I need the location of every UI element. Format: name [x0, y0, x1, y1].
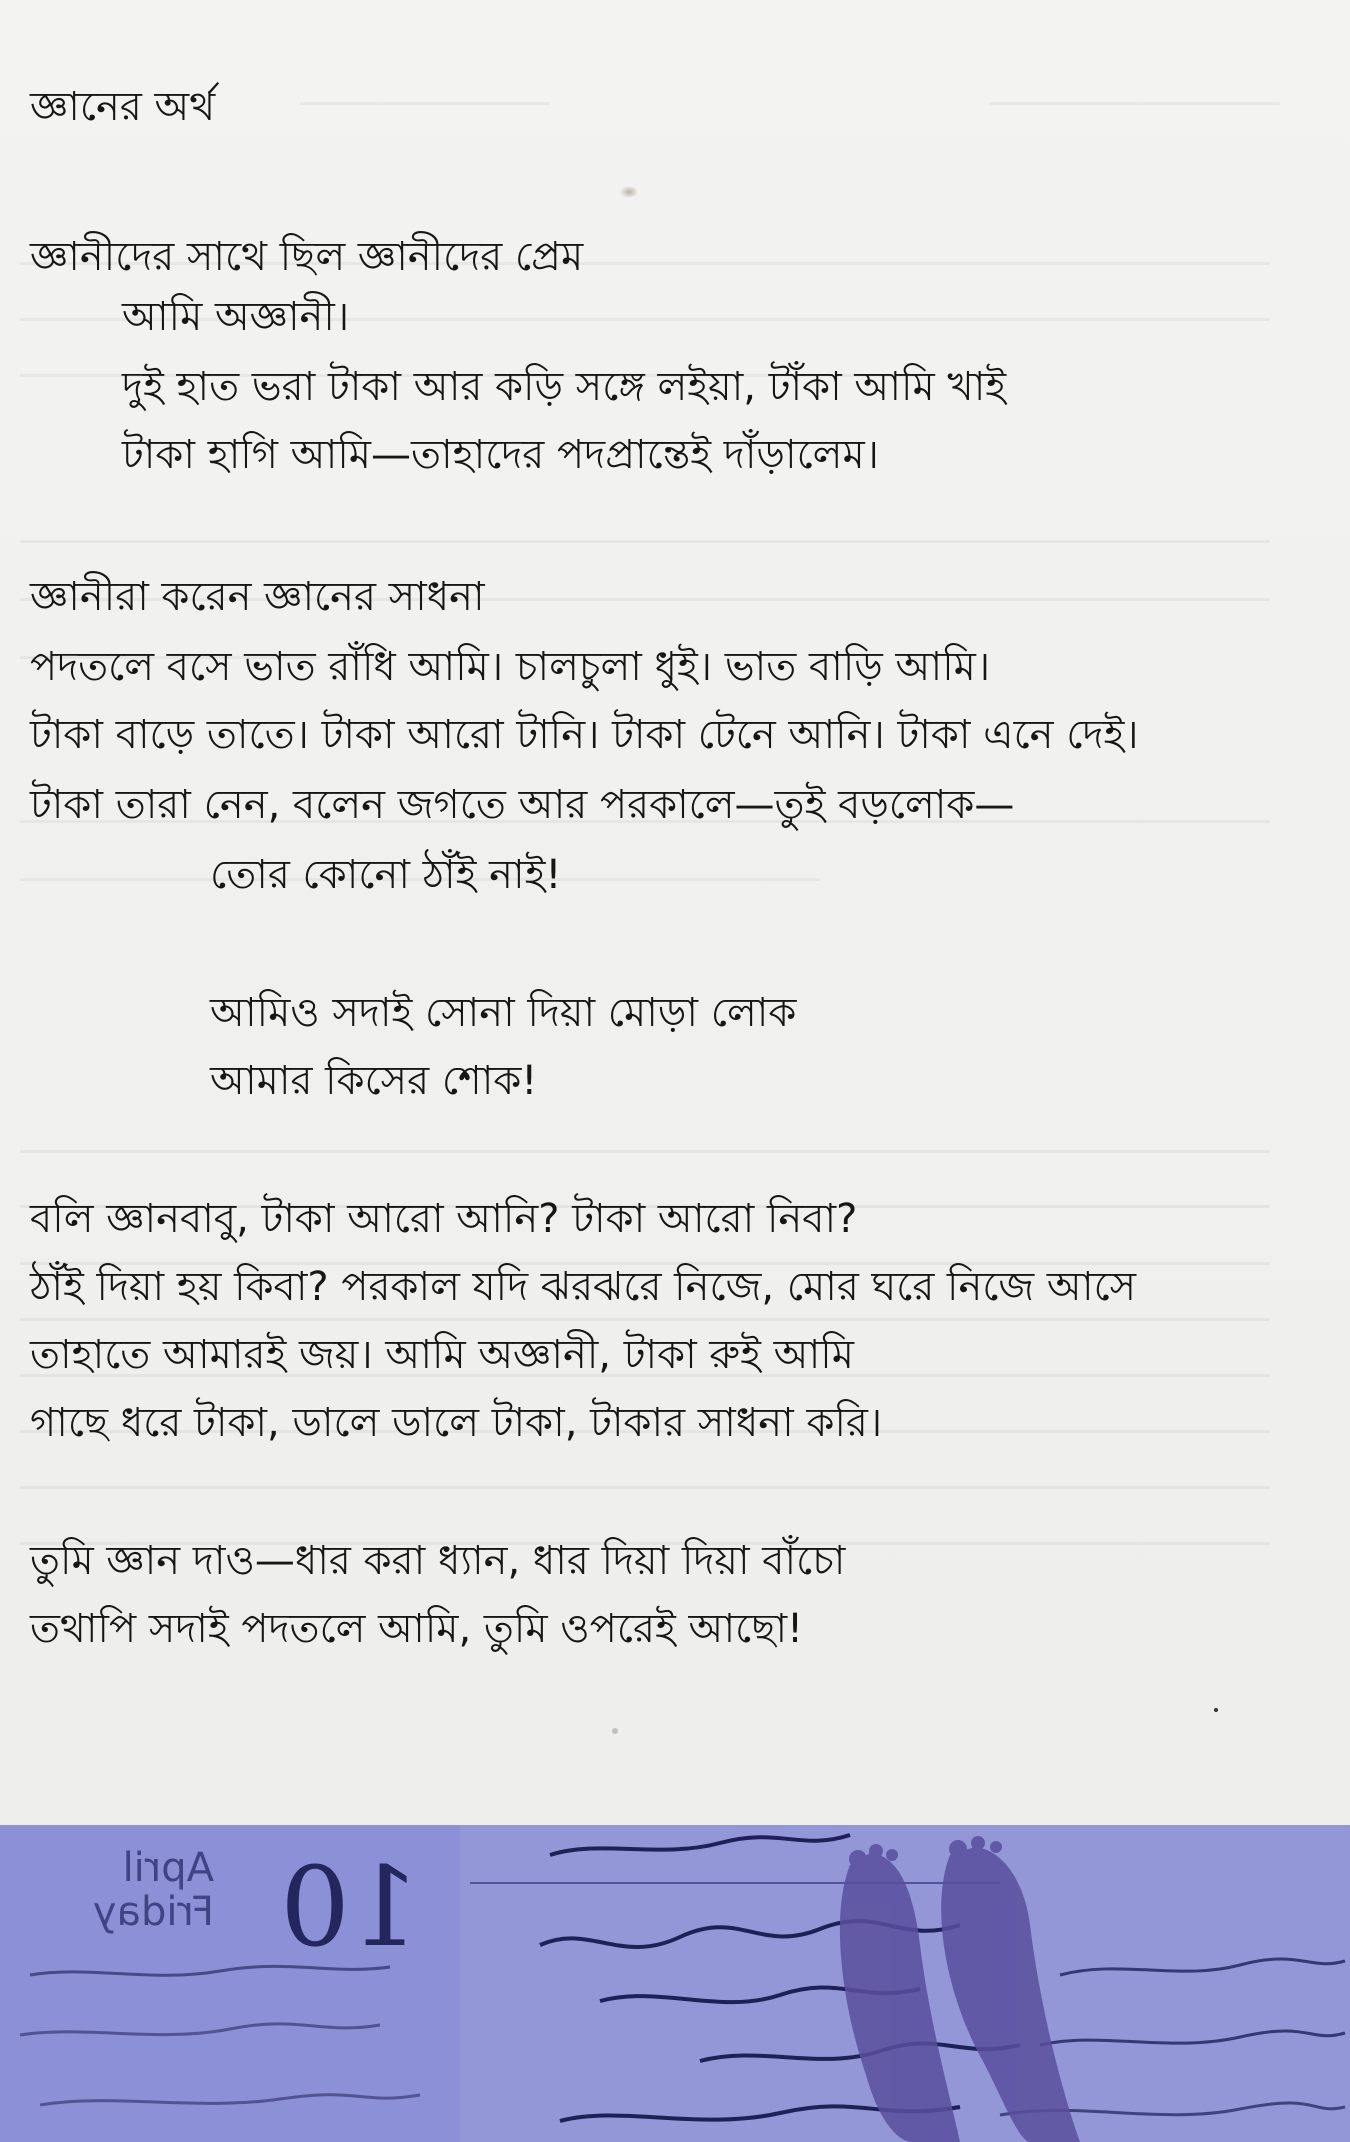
- poem-line: তথাপি সদাই পদতলে আমি, তুমি ওপরেই আছো!: [30, 1606, 804, 1652]
- diary-weekday: Friday: [92, 1889, 214, 1935]
- paper-speck: [620, 186, 638, 198]
- poem-line: জ্ঞানীদের সাথে ছিল জ্ঞানীদের প্রেম: [30, 234, 584, 280]
- poem-line: টাকা তারা নেন, বলেন জগতে আর পরকালে—তুই বড়লোক—: [30, 782, 1015, 828]
- paper-dot: [612, 1728, 618, 1734]
- poem-line: টাকা বাড়ে তাতে। টাকা আরো টানি। টাকা টেনে আনি। টাকা এনে দেই।: [30, 712, 1139, 758]
- diary-date-number: 10: [280, 1843, 420, 1971]
- poem-line: তুমি জ্ঞান দাও—ধার করা ধ্যান, ধার দিয়া দিয়া বাঁচো: [30, 1538, 846, 1584]
- poem-line: টাকা হাগি আমি—তাহাদের পদপ্রান্তেই দাঁড়ালেম।: [122, 432, 879, 478]
- poem-line: ঠাঁই দিয়া হয় কিবা? পরকাল যদি ঝরঝরে নিজে, মোর ঘরে নিজে আসে: [30, 1264, 1137, 1310]
- paper-dot: [1214, 1708, 1218, 1712]
- diary-month: April: [122, 1845, 214, 1891]
- poem-line: আমিও সদাই সোনা দিয়া মোড়া লোক: [210, 990, 797, 1036]
- poem-line: গাছে ধরে টাকা, ডালে ডালে টাকা, টাকার সাধনা করি।: [30, 1400, 883, 1446]
- poem-line: তাহাতে আমারই জয়। আমি অজ্ঞানী, টাকা রুই আমি: [30, 1332, 854, 1378]
- poem-line: পদতলে বসে ভাত রাঁধি আমি। চালচুলা ধুই। ভাত বাড়ি আমি।: [30, 644, 991, 690]
- diary-photo: [0, 1825, 1350, 2142]
- poem-line: তোর কোনো ঠাঁই নাই!: [210, 852, 562, 898]
- poem-line: জ্ঞানীরা করেন জ্ঞানের সাধনা: [30, 574, 485, 620]
- poem-title: জ্ঞানের অর্থ: [30, 84, 216, 130]
- diary-illustration: [0, 1825, 1350, 2142]
- poem-line: দুই হাত ভরা টাকা আর কড়ি সঙ্গে লইয়া, টাঁকা আমি খাই: [122, 364, 1007, 410]
- poem-line: বলি জ্ঞানবাবু, টাকা আরো আনি? টাকা আরো নিবা?: [30, 1196, 858, 1242]
- poem-line: আমার কিসের শোক!: [210, 1058, 538, 1104]
- poem-line: আমি অজ্ঞানী।: [122, 294, 350, 340]
